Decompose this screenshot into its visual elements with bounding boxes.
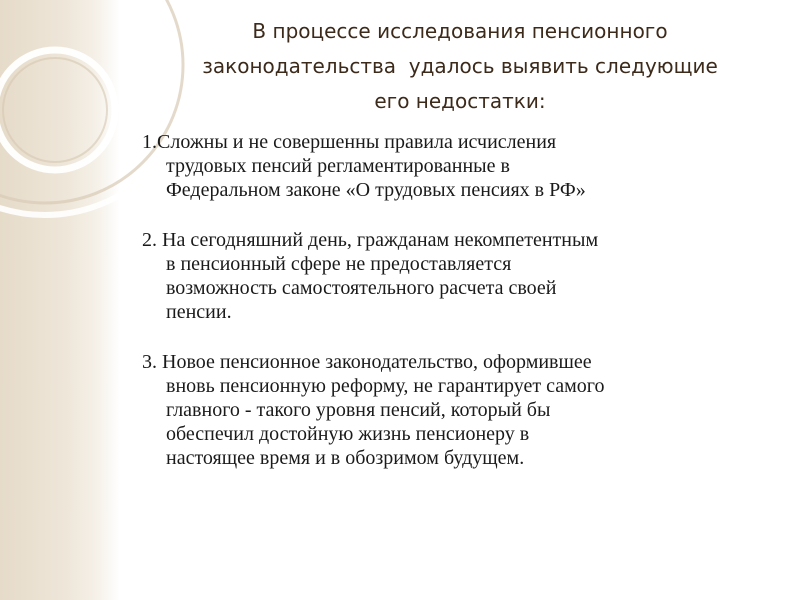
item-line: в пенсионный сфере не предоставляется (166, 253, 512, 275)
decorative-left-band (0, 0, 120, 600)
item-line: вновь пенсионную реформу, не гарантирует самого (166, 375, 605, 397)
content-list (142, 130, 782, 470)
slide-title (140, 14, 780, 119)
item-line: главного - такого уровня пенсий, который бы (166, 399, 551, 421)
item-line: трудовых пенсий регламентированные в (166, 155, 510, 177)
item-line: обеспечил достойную жизнь пенсионеру в (166, 423, 530, 445)
item-line: настоящее время и в обозримом будущем. (166, 447, 525, 469)
list-item (142, 130, 782, 202)
item-line: возможность самостоятельного расчета своей (166, 277, 557, 299)
list-item (142, 228, 782, 324)
title-line: законодательства удалось выявить следующие (202, 54, 718, 78)
item-line: 2. На сегодняшний день, гражданам некомпетентным (142, 229, 599, 251)
title-line: его недостатки: (374, 89, 546, 113)
item-line: 1.Сложны и не совершенны правила исчисления (142, 131, 557, 153)
list-item (142, 350, 782, 470)
item-line: 3. Новое пенсионное законодательство, оформившее (142, 351, 592, 373)
item-line: Федеральном законе «О трудовых пенсиях в РФ» (166, 179, 586, 201)
title-line: В процессе исследования пенсионного (252, 19, 668, 43)
item-line: пенсии. (166, 301, 232, 323)
